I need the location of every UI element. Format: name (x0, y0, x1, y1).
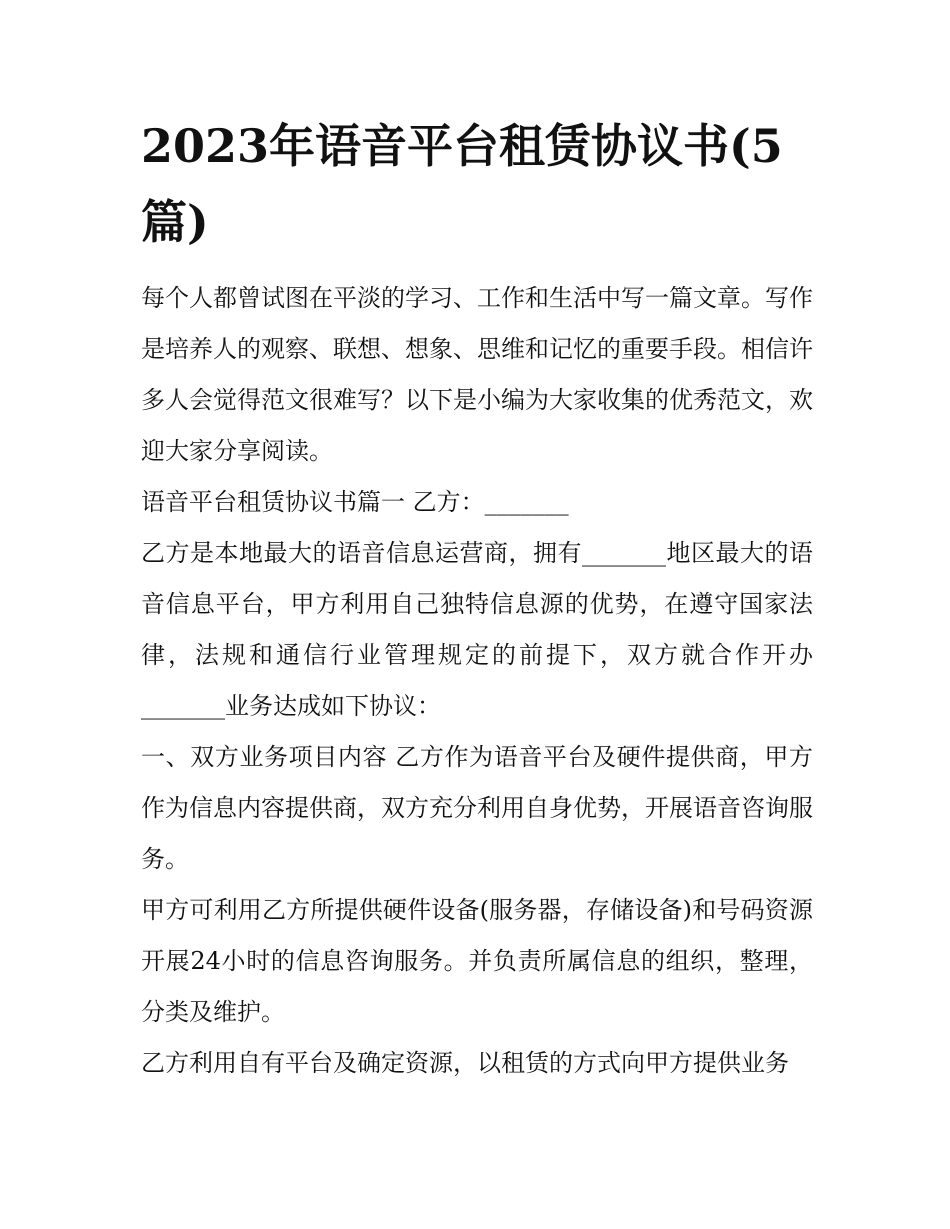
paragraph-hardware: 甲方可利用乙方所提供硬件设备(服务器，存储设备)和号码资源开展24小时的信息咨询服务。并负责所属信息的组织，整理，分类及维护。 (141, 896, 813, 1026)
paragraph-party-b: 语音平台租赁协议书篇一 乙方：_______ (141, 488, 569, 516)
title-spacer (141, 260, 813, 273)
document-title: 2023年语音平台租赁协议书(5篇) (141, 119, 783, 249)
paragraph-lease: 乙方利用自有平台及确定资源，以租赁的方式向甲方提供业务 (141, 1049, 789, 1077)
paragraph-preamble: 乙方是本地最大的语音信息运营商，拥有_______地区最大的语音信息平台，甲方利用自己独特信息源的优势，在遵守国家法律，法规和通信行业管理规定的前提下，双方就合作开办_______业务达成如下协议： (141, 539, 813, 720)
paragraph-section-one: 一、双方业务项目内容 乙方作为语音平台及硬件提供商，甲方作为信息内容提供商，双方充分利用自身优势，开展语音咨询服务。 (141, 743, 813, 873)
paragraph-intro: 每个人都曾试图在平淡的学习、工作和生活中写一篇文章。写作是培养人的观察、联想、想象、思维和记忆的重要手段。相信许多人会觉得范文很难写？以下是小编为大家收集的优秀范文，欢迎大家分享阅读。 (141, 284, 813, 465)
document-page (141, 108, 813, 1089)
